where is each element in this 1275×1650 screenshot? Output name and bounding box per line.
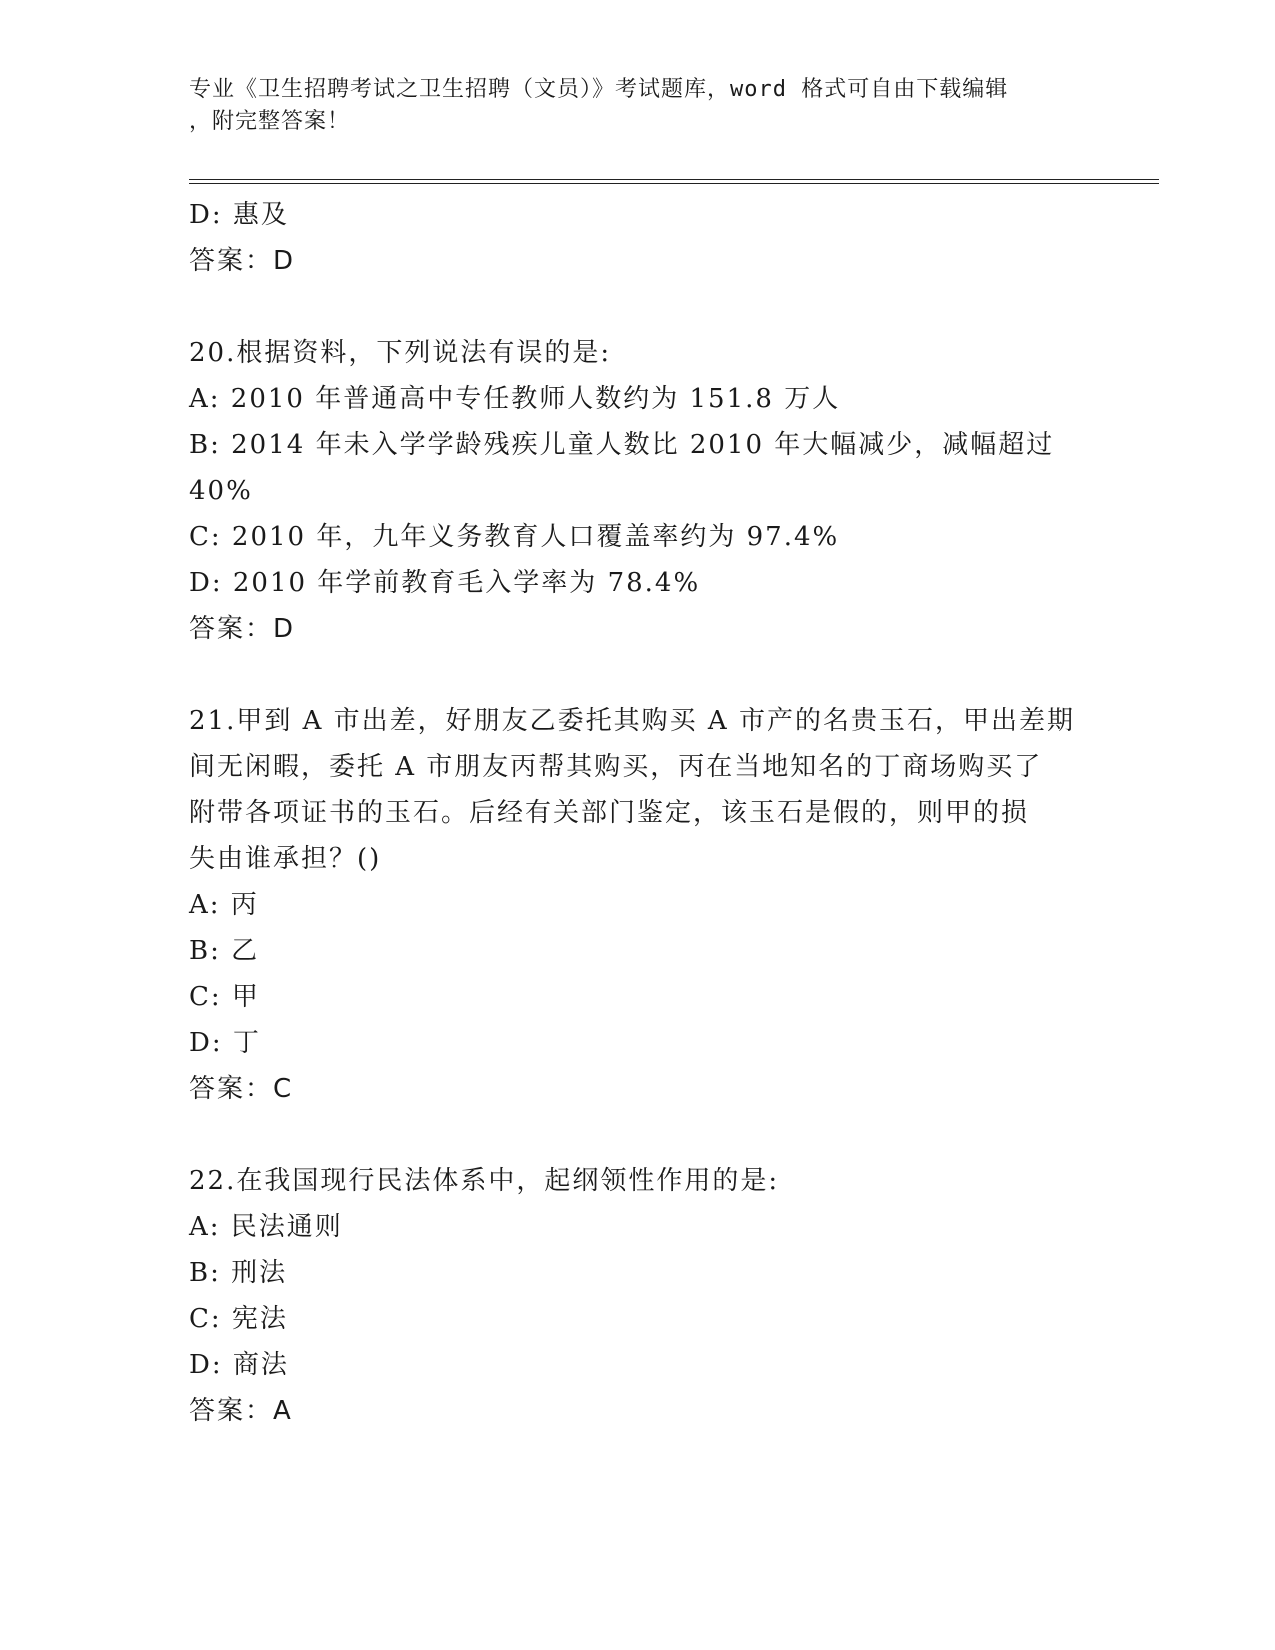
header-line-2: ，附完整答案！ (189, 109, 351, 134)
option-a: A: 民法通则 (189, 1212, 343, 1242)
option-a: A: 2010 年普通高中专任教师人数约为 151.8 万人 (189, 384, 841, 414)
option-c: C: 宪法 (189, 1304, 288, 1334)
previous-question-tail (189, 192, 1089, 284)
header-divider-top (189, 179, 1159, 180)
header-line-1: 专业《卫生招聘考试之卫生招聘（文员）》考试题库，word 格式可自由下载编辑 (189, 77, 1009, 102)
answer-line: 答案：D (189, 246, 296, 276)
option-b-continued: 40% (189, 476, 253, 506)
option-d: D: 丁 (189, 1028, 261, 1058)
question-20 (189, 330, 1089, 652)
option-d: D: 2010 年学前教育毛入学率为 78.4% (189, 568, 701, 598)
option-c: C: 甲 (189, 982, 260, 1012)
question-stem-line-4: 失由谁承担？() (189, 844, 382, 874)
question-stem: 21.甲到 A 市出差，好朋友乙委托其购买 A 市产的名贵玉石，甲出差期 (189, 706, 1075, 736)
document-header (189, 74, 1069, 138)
option-b: B: 乙 (189, 936, 260, 966)
question-22 (189, 1158, 1089, 1434)
option-a: A: 丙 (189, 890, 259, 920)
option-c: C: 2010 年，九年义务教育人口覆盖率约为 97.4% (189, 522, 840, 552)
question-21 (189, 698, 1089, 1112)
question-stem: 22.在我国现行民法体系中，起纲领性作用的是: (189, 1166, 780, 1196)
answer-line: 答案：D (189, 614, 296, 644)
answer-line: 答案：A (189, 1396, 293, 1426)
question-stem-line-2: 间无闲暇，委托 A 市朋友丙帮其购买，丙在当地知名的丁商场购买了 (189, 752, 1043, 782)
option-b: B: 2014 年未入学学龄残疾儿童人数比 2010 年大幅减少，减幅超过 (189, 430, 1055, 460)
option-b: B: 刑法 (189, 1258, 288, 1288)
option-d: D: 惠及 (189, 200, 289, 230)
question-stem-line-3: 附带各项证书的玉石。后经有关部门鉴定，该玉石是假的，则甲的损 (189, 798, 1030, 828)
header-divider-bottom (189, 183, 1159, 184)
question-list (189, 192, 1089, 1434)
option-d: D: 商法 (189, 1350, 289, 1380)
answer-line: 答案：C (189, 1074, 294, 1104)
question-stem: 20.根据资料，下列说法有误的是: (189, 338, 612, 368)
